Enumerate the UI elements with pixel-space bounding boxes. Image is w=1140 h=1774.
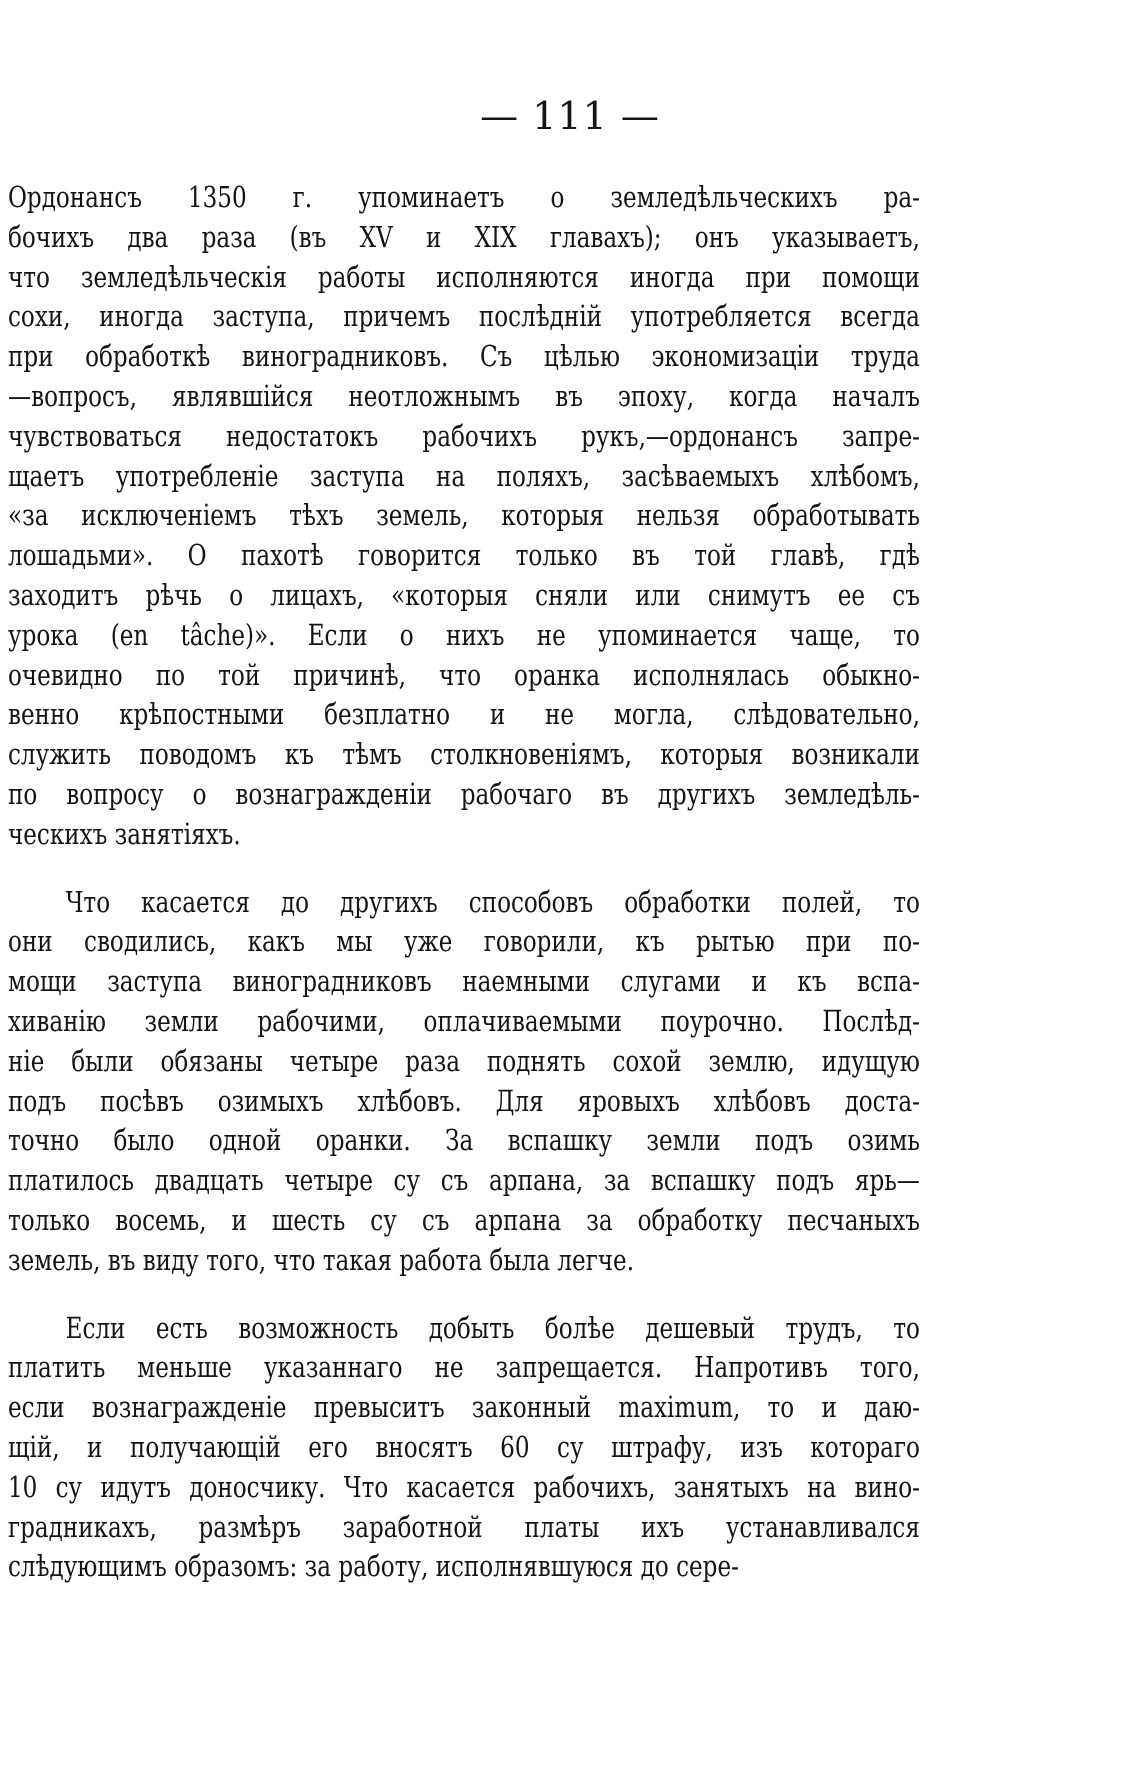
text-line: 10 су идутъ доносчику. Что касается рабочихъ, занятыхъ на вино-	[8, 1470, 920, 1504]
text-line: сохи, иногда заступа, причемъ послѣдній употребляется всегда	[8, 300, 920, 334]
text-block	[8, 178, 920, 1587]
text-line: «за исключеніемъ тѣхъ земель, которыя нельзя обработывать	[8, 499, 920, 533]
text-line: бочихъ два раза (въ XV и XIX главахъ); онъ указываетъ,	[8, 220, 920, 254]
text-line: Если есть возможность добыть болѣе дешевый трудъ, то	[65, 1311, 920, 1345]
text-line: чувствоваться недостатокъ рабочихъ рукъ,—ордонансъ запре-	[8, 419, 920, 453]
text-line: венно крѣпостными безплатно и не могла, слѣдовательно,	[8, 698, 920, 732]
text-line: точно было одной оранки. За вспашку земли подъ озимь	[8, 1124, 920, 1158]
text-line: земель, въ виду того, что такая работа была легче.	[8, 1243, 635, 1277]
text-line: лошадьми». О пахотѣ говорится только въ той главѣ, гдѣ	[8, 539, 920, 573]
text-line: если вознагражденіе превыситъ законный maximum, то и даю-	[8, 1391, 920, 1425]
text-line: только восемь, и шесть су съ арпана за обработку песчаныхъ	[8, 1203, 920, 1237]
paragraph-2	[8, 883, 920, 1281]
text-line: щій, и получающій его вносятъ 60 су штрафу, изъ котораго	[8, 1430, 920, 1464]
paragraph-1	[8, 178, 920, 855]
text-line: —вопросъ, являвшійся неотложнымъ въ эпоху, когда началъ	[8, 379, 920, 413]
text-line: ческихъ занятіяхъ.	[8, 817, 241, 851]
text-line: Что касается до другихъ способовъ обработки полей, то	[65, 885, 920, 919]
text-line: что земледѣльческія работы исполняются иногда при помощи	[8, 260, 920, 294]
text-line: слѣдующимъ образомъ: за работу, исполнявшуюся до сере-	[8, 1550, 739, 1584]
text-line: очевидно по той причинѣ, что оранка исполнялась обыкно-	[8, 658, 920, 692]
text-line: хиванію земли рабочими, оплачиваемыми поурочно. Послѣд-	[8, 1004, 920, 1038]
text-line: щаетъ употребленіе заступа на поляхъ, засѣваемыхъ хлѣбомъ,	[8, 459, 920, 493]
text-line: платить меньше указаннаго не запрещается. Напротивъ того,	[8, 1351, 920, 1385]
page-number: — 111 —	[480, 94, 660, 138]
text-line: градникахъ, размѣръ заработной платы ихъ устанавливался	[8, 1510, 920, 1544]
text-line: мощи заступа виноградниковъ наемными слугами и къ вспа-	[8, 965, 920, 999]
text-line: подъ посѣвъ озимыхъ хлѣбовъ. Для яровыхъ хлѣбовъ доста-	[8, 1084, 920, 1118]
text-line: ніе были обязаны четыре раза поднять сохой землю, идущую	[8, 1044, 920, 1078]
text-line: урока (en tâche)». Если о нихъ не упоминается чаще, то	[8, 618, 920, 652]
paragraph-3	[8, 1309, 920, 1588]
text-line: по вопросу о вознагражденіи рабочаго въ другихъ земледѣль-	[8, 777, 920, 811]
text-line: заходитъ рѣчь о лицахъ, «которыя сняли или снимутъ ее съ	[8, 578, 920, 612]
text-line: служить поводомъ къ тѣмъ столкновеніямъ, которыя возникали	[8, 738, 920, 772]
text-line: они сводились, какъ мы уже говорили, къ рытью при по-	[8, 925, 920, 959]
text-line: при обработкѣ виноградниковъ. Съ цѣлью экономизаціи труда	[8, 340, 920, 374]
text-line: Ордонансъ 1350 г. упоминаетъ о земледѣльческихъ ра-	[8, 181, 920, 214]
text-line: платилось двадцать четыре су съ арпана, за вспашку подъ ярь—	[8, 1164, 920, 1198]
